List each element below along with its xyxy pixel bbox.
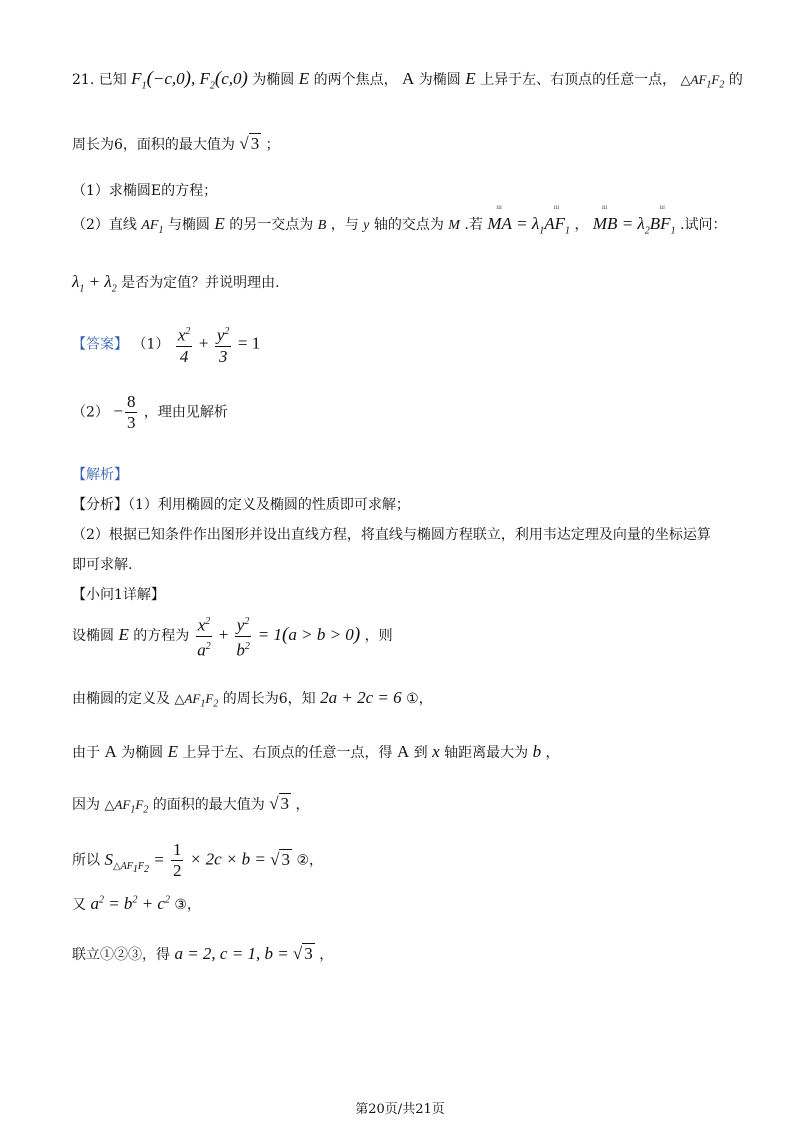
step-5: 所以 $S_{\triangle AF_1F_2}$ = $\frac{1}{2}$ × 2c × b = √ 3 ②， <box>72 840 323 880</box>
answer-1: 【答案】 （1） $\frac{x^2}{4}$ + $\frac{y^2}{3}$ = 1 <box>72 322 260 367</box>
step-4: 因为 $\triangle AF_1F_2$ 的面积的最大值为 √ 3 ， <box>72 794 310 816</box>
problem-line-2: 周长为6，面积的最大值为 √ 3 ； <box>72 134 280 153</box>
problem-number: 21. <box>72 72 95 88</box>
detail-tag: 【小问1详解】 <box>72 587 165 603</box>
fenxi-1: 【分析】（1）利用椭圆的定义及椭圆的性质即可求解； <box>72 497 410 513</box>
page-footer: 第20页/共21页 <box>355 1102 445 1117</box>
question-2-cont: $\lambda_1 + \lambda_2$ 是否为定值？并说明理由. <box>72 272 280 295</box>
step-1: 设椭圆 E 的方程为 $\frac{x^2}{a^2}$ + $\frac{y^2}{b^2}$ = 1(a > b > 0) ，则 <box>72 612 393 660</box>
step-6: 又 $a^2 = b^2 + c^2$ ③， <box>72 894 201 913</box>
fenxi-2b: 即可求解. <box>72 557 133 573</box>
math-foci: $F_1(-c,0)$, $F_2(c,0)$ <box>131 68 248 92</box>
step-3: 由于 A 为椭圆 E 上异于左、右顶点的任意一点，得 A 到 x 轴距离最大为 b ， <box>72 742 560 761</box>
analysis-tag: 【解析】 <box>72 467 128 483</box>
question-1: （1）求椭圆E的方程； <box>72 183 218 199</box>
problem-line-1: 21. 已知 $F_1(-c,0)$, $F_2(c,0)$ 为椭圆 E 的两个焦点， A 为椭圆 E 上异于左、右顶点的任意一点， $\triangle AF_1F_2$ 的 <box>72 68 743 92</box>
step-7: 联立①②③，得 a = 2, c = 1, b = √ 3 ， <box>72 944 334 963</box>
answer-tag: 【答案】 <box>72 336 128 353</box>
fenxi-2a: （2）根据已知条件作出图形并设出直线方程，将直线与椭圆方程联立，利用韦达定理及向量的坐标运算 <box>72 527 711 543</box>
question-2: （2）直线 $AF_1$ 与椭圆 E 的另一交点为 B ，与 y 轴的交点为 M .若 ш MA = $\lambda_1ш$ $AF_1$ ， ш MB = $\lambda_2ш$ $BF_1$ .试问： <box>72 214 726 236</box>
answer-2: （2） − $\frac{8}{3}$ ，理由见解析 <box>72 392 228 432</box>
step-2: 由椭圆的定义及 $\triangle AF_1F_2$ 的周长为6，知 2a + 2c = 6 ①， <box>72 688 433 710</box>
